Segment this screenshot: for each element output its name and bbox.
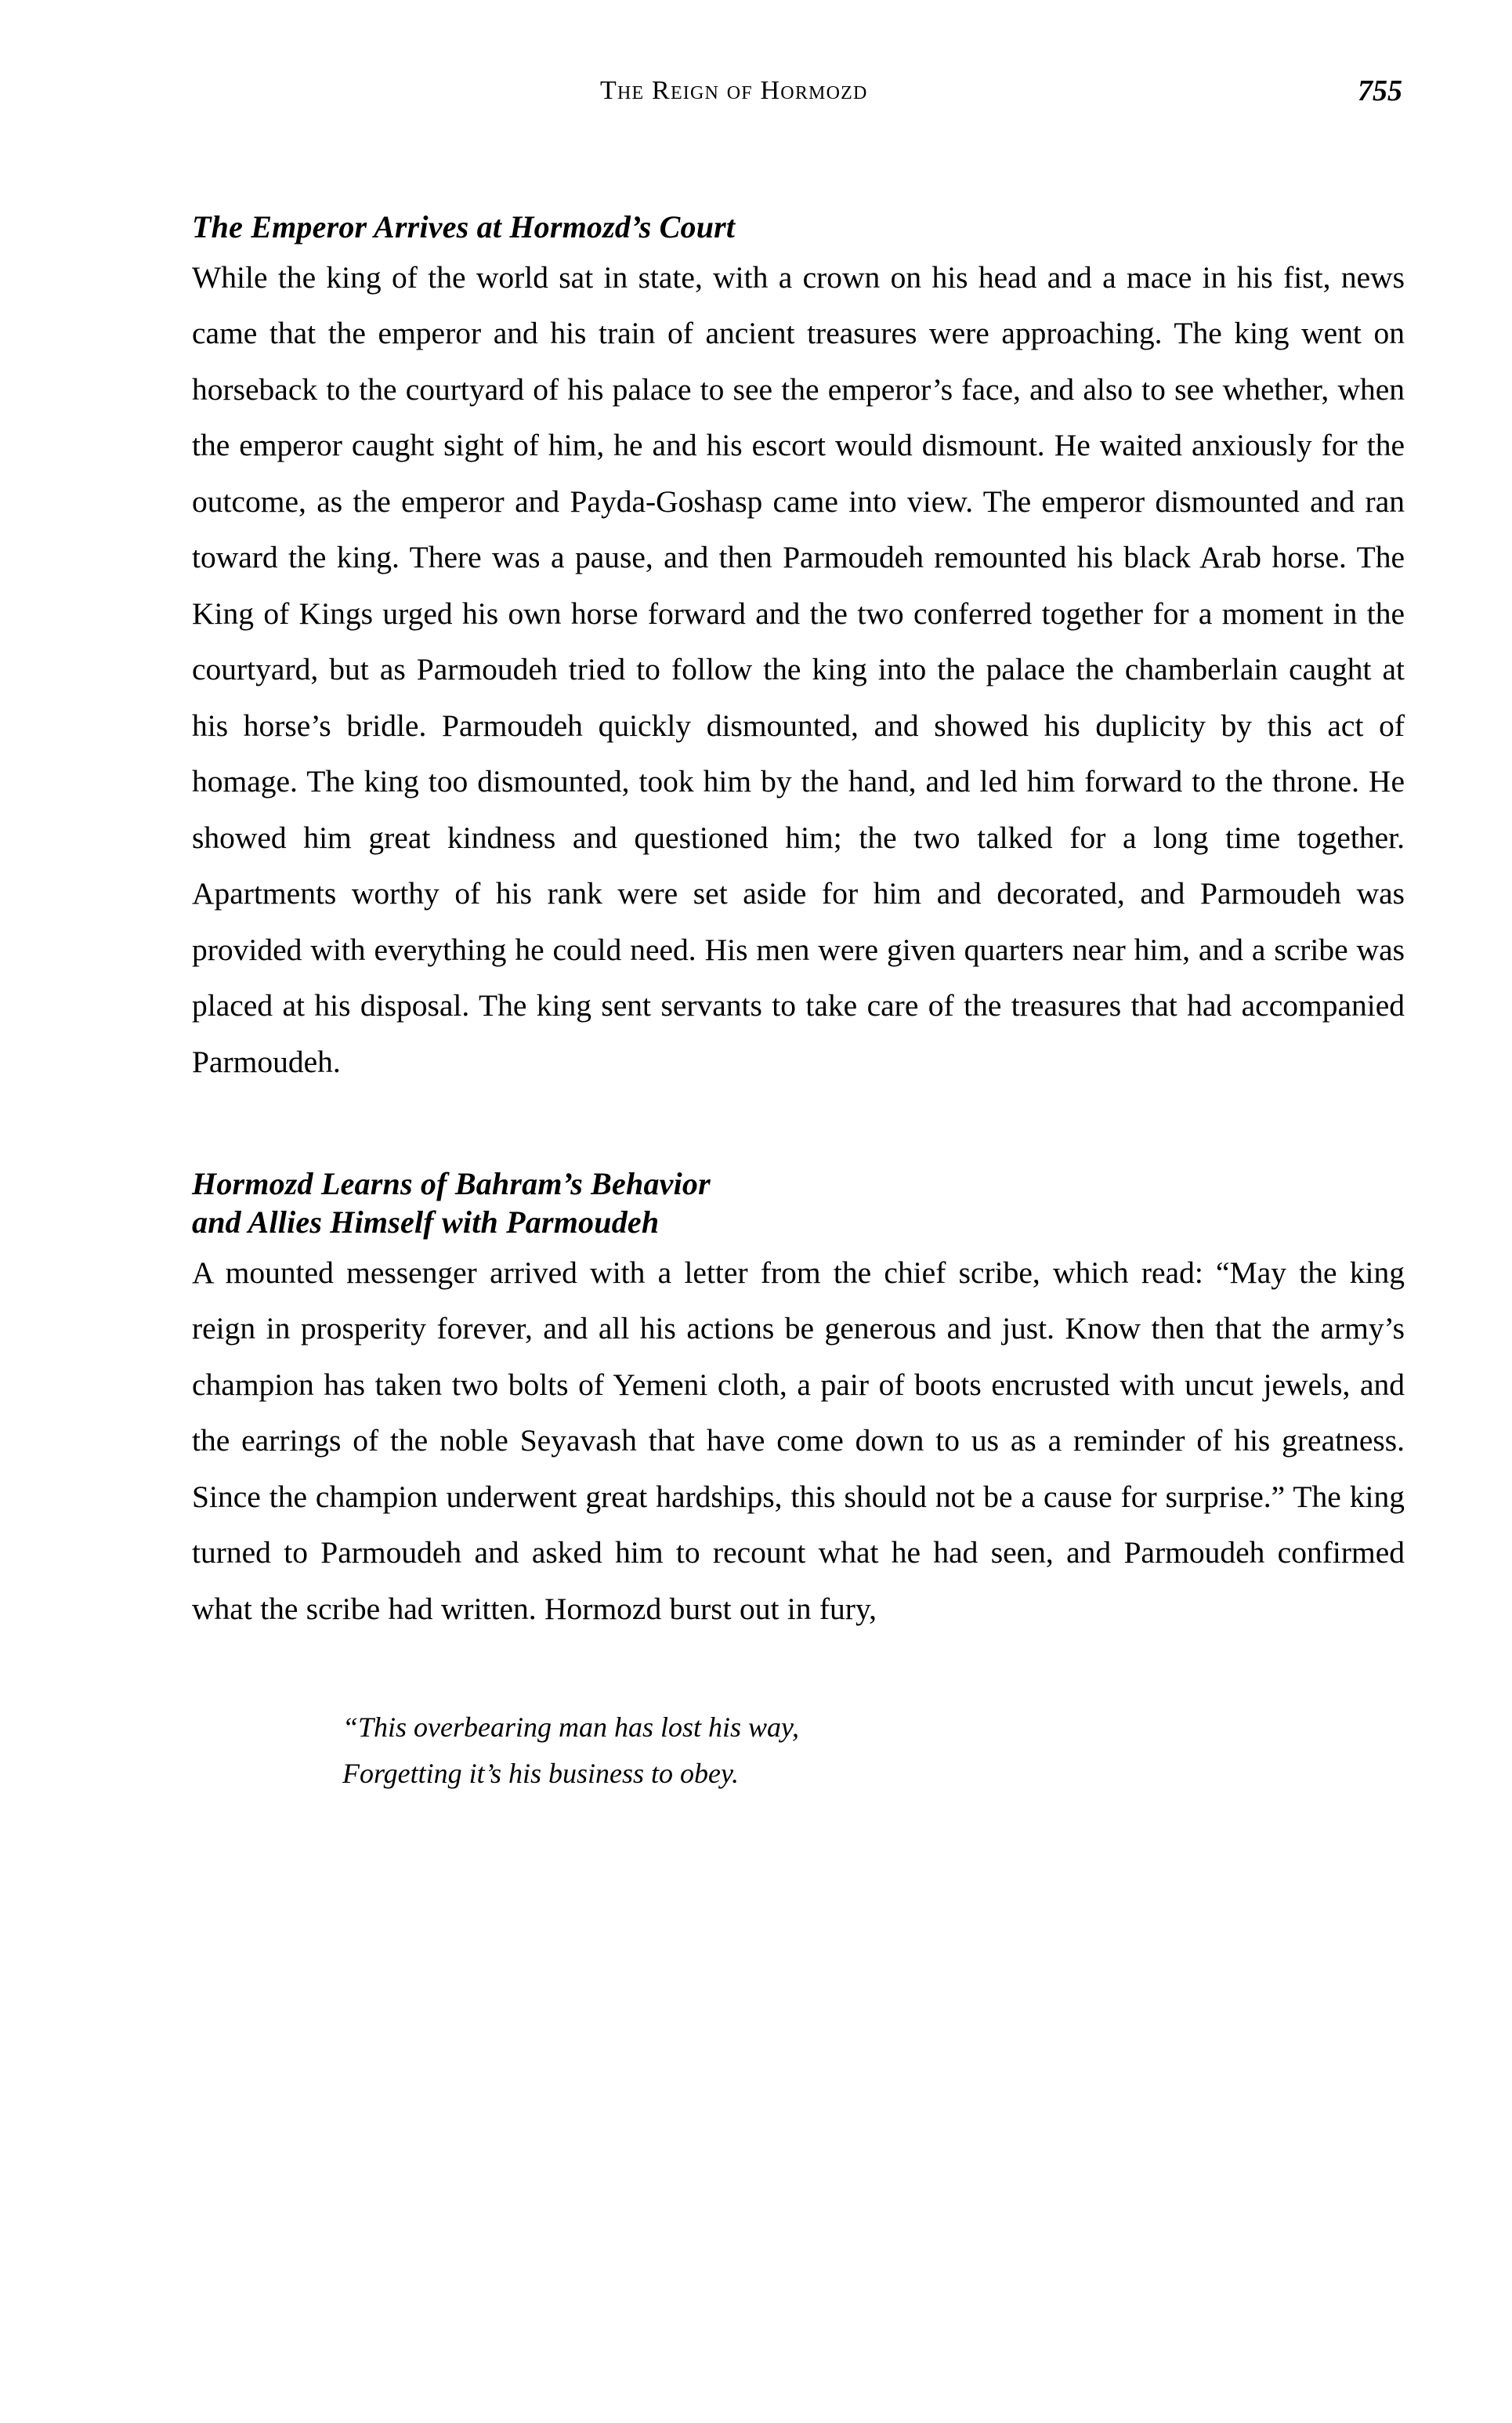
section-heading-1 [192, 208, 1405, 247]
section-heading-2-line-1: Hormozd Learns of Bahram’s Behavior [192, 1166, 711, 1202]
body-paragraph-1: While the king of the world sat in state, with a crown on his head and a mace in his fist, news came that the emperor and his train of ancient treasures were approaching. The king went on horseback to the courtyard of his palace to see the emperor’s face, and also to see whether, when the emperor caught sight of him, he and his escort would dismount. He waited anxiously for the outcome, as the emperor and Payda-Goshasp came into view. The emperor dismounted and ran toward the king. There was a pause, and then Parmoudeh remounted his black Arab horse. The King of Kings urged his own horse forward and the two conferred together for a moment in the courtyard, but as Parmoudeh tried to follow the king into the palace the chamberlain caught at his horse’s bridle. Parmoudeh quickly dismounted, and showed his duplicity by this act of homage. The king too dismounted, took him by the hand, and led him forward to the throne. He showed him great kindness and questioned him; the two talked for a long time together. Apartments worthy of his rank were set aside for him and decorated, and Parmoudeh was provided with everything he could need. His men were given quarters near him, and a scribe was placed at his disposal. The king sent servants to take care of the treasures that had accompanied Parmoudeh. [192, 259, 1405, 1079]
verse-line-1: “This overbearing man has lost his way, [342, 1711, 800, 1744]
verse-quotation [192, 1704, 1405, 1797]
body-paragraph-2: A mounted messenger arrived with a letter from the chief scribe, which read: “May the king reign in prosperity forever, and all his actions be generous and just. Know then that the army’s champion has taken two bolts of Yemeni cloth, a pair of boots encrusted with uncut jewels, and the earrings of the noble Seyavash that have come down to us as a reminder of his greatness. Since the champion underwent great hardships, this should not be a cause for surprise.” The king turned to Parmoudeh and asked him to recount what he had seen, and Parmoudeh confirmed what the scribe had written. Hormozd burst out in fury, [192, 1255, 1405, 1626]
running-head [192, 75, 1402, 119]
running-head-title: The Reign of Hormozd [600, 76, 868, 105]
section-heading-1-line-1: The Emperor Arrives at Hormozd’s Court [192, 209, 736, 244]
section-heading-2 [192, 1165, 1405, 1242]
verse-line-2: Forgetting it’s his business to obey. [342, 1758, 740, 1790]
section-heading-2-line-2: and Allies Himself with Parmoudeh [192, 1204, 660, 1240]
text-block [192, 208, 1405, 1797]
page-number: 755 [1358, 74, 1402, 107]
paragraph-spacer-1 [192, 1090, 1405, 1165]
